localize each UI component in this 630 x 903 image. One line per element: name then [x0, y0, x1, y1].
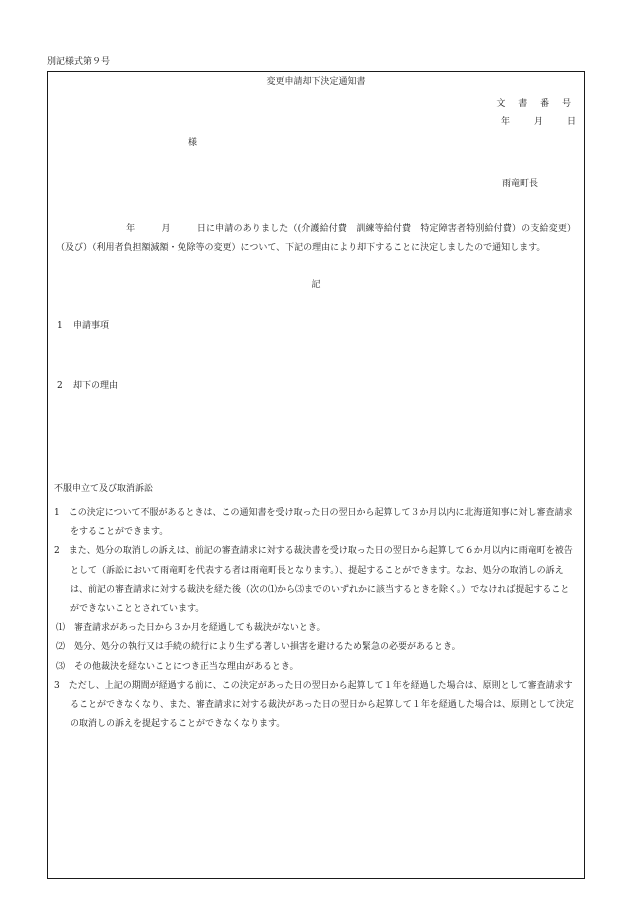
notice-body [56, 220, 576, 258]
issuer-name: 雨竜町長 [501, 179, 538, 189]
body-month: 月 [161, 224, 171, 234]
appeal-paragraph-2: 2 また、処分の取消しの訴えは、前記の審査請求に対する裁決書を受け取った日の翌日から起算して６か月以内に雨竜町を被告として（訴訟において雨竜町を代表する者は雨竜町長となります。）、提起することができます。なお、処分の取消しの訴えは、前記の審査請求に対する裁決を経た後（次の⑴から⑶までのいずれかに該当するときを除く。）でなければ提起することができないこととされています。 [54, 546, 573, 615]
item-number: 2 [57, 381, 63, 391]
appeal-list [54, 504, 578, 734]
date-month: 月 [533, 117, 543, 127]
item-label: 却下の理由 [73, 381, 119, 391]
document-frame [47, 71, 585, 879]
appeal-heading: 不服申立て及び取消訴訟 [54, 484, 154, 494]
date-day: 日 [566, 117, 576, 127]
appeal-paragraph-1: 1 この決定について不服があるときは、この通知書を受け取った日の翌日から起算して３か月以内に北海道知事に対し審査請求をすることができます。 [54, 508, 573, 538]
addressee: 様 [188, 138, 198, 148]
appeal-sub-item-2: ⑵ 処分、処分の執行又は手続の続行により生ずる著しい損害を避けるため緊急の必要があるとき。 [56, 642, 461, 653]
item-rejection-reason [57, 381, 118, 392]
item-number: 1 [57, 321, 63, 331]
appeal-paragraph-3: 3 ただし、上記の期間が経過する前に、この決定があった日の翌日から起算して１年を経過した場合は、原則として審査請求することができなくなり、また、審査請求に対する裁決があった日の翌日から起算して１年を経過した場合は、原則として決定の取消しの訴えを提起することができなくなります。 [54, 680, 574, 730]
date-year: 年 [500, 117, 510, 127]
body-text: 日に申請のありました（(介護給付費 訓練等給付費 特定障害者特別給付費）の支給変更）（及び）（利用者負担額減額・免除等の変更）について、下記の理由により却下することに決定しましたので通知します。 [56, 224, 576, 253]
document-title: 変更申請却下決定通知書 [266, 77, 366, 87]
document-number-label: 文 書 番 号 [496, 99, 576, 109]
appeal-sub-item-1: ⑴ 審査請求があった日から３か月を経過しても裁決がないとき。 [56, 623, 326, 634]
item-label: 申請事項 [73, 321, 110, 331]
body-year: 年 [126, 224, 136, 234]
item-application [57, 321, 109, 332]
ki-heading: 記 [311, 280, 321, 290]
appeal-sub-item-3: ⑶ その他裁決を経ないことにつき正当な理由があるとき。 [56, 661, 299, 672]
form-number: 別記様式第９号 [47, 57, 111, 67]
document-date [501, 117, 576, 128]
